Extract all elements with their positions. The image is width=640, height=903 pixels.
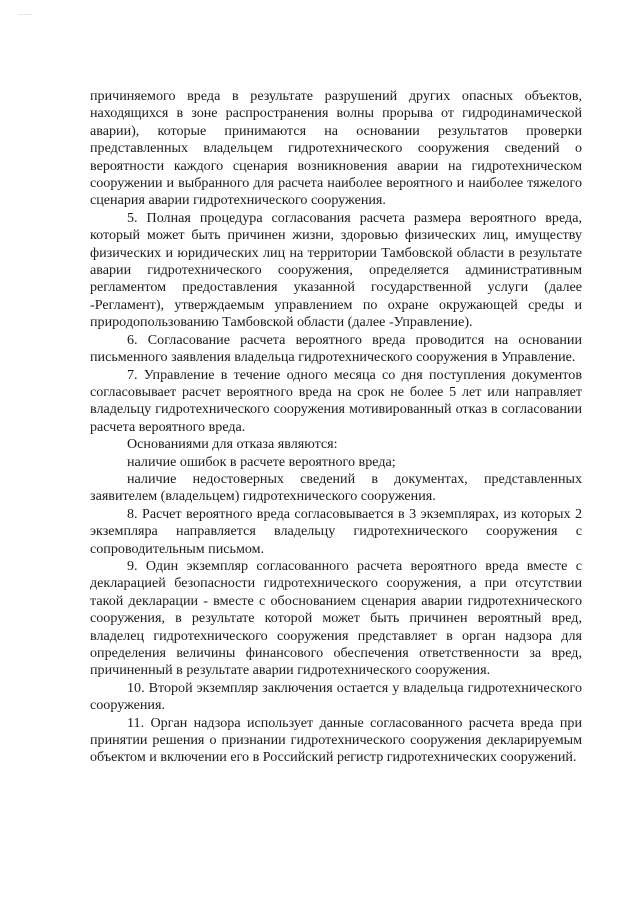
- scan-mark: [18, 14, 32, 15]
- paragraph-6: 6. Согласование расчета вероятного вреда проводится на основании письменного заявления владельца гидротехнического сооружения в Управление.: [90, 331, 582, 366]
- paragraph-7-ground-2: наличие недостоверных сведений в документах, представленных заявителем (владельцем) гидротехнического сооружения.: [90, 470, 582, 505]
- document-body: [90, 88, 582, 767]
- paragraph-11: 11. Орган надзора использует данные согласованного расчета вреда при принятии решения о признании гидротехнического сооружения декларируемым объектом и включении его в Российский регистр гидротехнических сооружений.: [90, 714, 582, 766]
- paragraph-8: 8. Расчет вероятного вреда согласовывается в 3 экземплярах, из которых 2 экземпляра направляется владельцу гидротехнического сооружения с сопроводительным письмом.: [90, 505, 582, 557]
- paragraph-continuation: причиняемого вреда в результате разрушений других опасных объектов, находящихся в зоне распространения волны прорыва от гидродинамической аварии), которые принимаются на основании результатов проверки представленных владельцем гидротехнического сооружения сведений о вероятности каждого сценария возникновения аварии на гидротехническом сооружении и выбранного для расчета наиболее вероятного и наиболее тяжелого сценария аварии гидротехнического сооружения.: [90, 88, 582, 209]
- paragraph-10: 10. Второй экземпляр заключения остается у владельца гидротехнического сооружения.: [90, 679, 582, 714]
- paragraph-7: 7. Управление в течение одного месяца со дня поступления документов согласовывает расчет вероятного вреда на срок не более 5 лет или направляет владельцу гидротехнического сооружения мотивированный отказ в согласовании расчета вероятного вреда.: [90, 366, 582, 435]
- paragraph-7-ground-1: наличие ошибок в расчете вероятного вреда;: [127, 453, 396, 470]
- paragraph-5: 5. Полная процедура согласования расчета размера вероятного вреда, который может быть причинен жизни, здоровью физических лиц, имуществу физических и юридических лиц на территории Тамбовской области в результате аварии гидротехнического сооружения, определяется административным регламентом предоставления указанной государственной услуги (далее -Регламент), утверждаемым управлением по охране окружающей среды и природопользованию Тамбовской области (далее -Управление).: [90, 209, 582, 331]
- paragraph-9: 9. Один экземпляр согласованного расчета вероятного вреда вместе с декларацией безопасности гидротехнического сооружения, а при отсутствии такой декларации - вместе с обоснованием сценария аварии гидротехнического сооружения, в результате которой может быть причинен вероятный вред, владелец гидротехнического сооружения представляет в орган надзора для определения величины финансового обеспечения ответственности за вред, причиненный в результате аварии гидротехнического сооружения.: [90, 557, 582, 679]
- paragraph-7-grounds-heading: Основаниями для отказа являются:: [127, 436, 338, 453]
